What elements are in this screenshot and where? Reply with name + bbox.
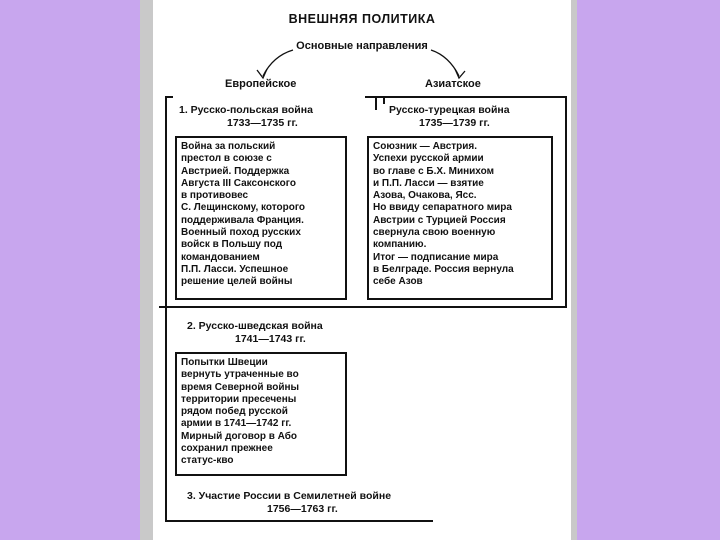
war1-heading [179, 104, 313, 130]
european-direction-label: Европейское [225, 78, 297, 90]
war1-text-line: П.П. Ласси. Успешное [181, 263, 289, 275]
war2-text-line: территории пресечены [181, 393, 297, 405]
asian-text-line: в Белграде. Россия вернула [373, 263, 514, 275]
european-frame-bottom [165, 520, 433, 522]
asian-text-line: свернула свою военную [373, 227, 496, 239]
war2-text-line: Попытки Швеции [181, 357, 268, 368]
european-frame-left [165, 96, 167, 522]
war2-text-line: Мирный договор в Або [181, 430, 298, 442]
war1-text-line: решение целей войны [181, 276, 293, 288]
right-margin-panel [577, 0, 720, 540]
war2-text-line: армии в 1741—1742 гг. [181, 418, 292, 430]
war2-text-line: вернуть утраченные во [181, 369, 299, 381]
war1-text-line: войск в Польшу под [181, 239, 283, 251]
war2-heading-line2: 1741—1743 гг. [235, 333, 306, 345]
war1-text-line: Августа III Саксонского [181, 177, 296, 189]
asian-direction-label: Азиатское [425, 78, 481, 90]
asian-war-heading-line1: Русско-турецкая война [389, 104, 510, 116]
section-divider [159, 306, 567, 308]
war2-heading-line1: 2. Русско-шведская война [187, 320, 323, 332]
war1-text-line: С. Лещинскому, которого [181, 202, 305, 214]
war1-text-line: командованием [181, 251, 260, 263]
asian-war-heading-line2: 1735—1739 гг. [419, 117, 490, 129]
left-margin-panel [0, 0, 140, 540]
asian-text-line: компанию. [373, 239, 427, 251]
asian-text-line: во главе с Б.Х. Минихом [373, 165, 494, 177]
war2-text-line: сохранил прежнее [181, 443, 273, 455]
war1-text-line: поддерживала Франция. [181, 214, 304, 226]
asian-text-line: Австрии с Турцией Россия [373, 214, 506, 226]
asian-text-line: Союзник — Австрия. [373, 141, 478, 152]
asian-war-description-box [367, 136, 553, 300]
asian-frame-top [375, 96, 567, 98]
asian-text-line: Итог — подписание мира [373, 251, 499, 263]
asian-frame-left-tick [375, 96, 377, 110]
asian-text-line: Но ввиду сепаратного мира [373, 202, 512, 214]
asian-text-line: Азова, Очакова, Ясс. [373, 190, 477, 202]
asian-frame-right [565, 96, 567, 308]
european-frame-top-tick [165, 96, 173, 98]
war1-description-box [175, 136, 347, 300]
war1-text-line: престол в союзе с [181, 153, 272, 165]
war1-text-line: в противовес [181, 190, 249, 202]
war2-text-line: рядом побед русской [181, 406, 288, 418]
war3-heading-line2: 1756—1763 гг. [267, 503, 338, 515]
asian-text-line: и П.П. Ласси — взятие [373, 177, 484, 189]
war1-text-line: Военный поход русских [181, 227, 301, 239]
left-gray-strip [140, 0, 153, 540]
war1-text-line: Австрией. Поддержка [181, 165, 290, 177]
asian-text-line: себе Азов [373, 276, 423, 288]
war2-text-line: статус-кво [181, 455, 234, 467]
asian-text-line: Успехи русской армии [373, 153, 484, 165]
war1-heading-line1: 1. Русско-польская война [179, 104, 313, 116]
war1-text-line: Война за польский [181, 141, 276, 152]
war3-heading-line1: 3. Участие России в Семилетней войне [187, 490, 392, 502]
direction-arrows [153, 0, 571, 100]
asian-war-heading [389, 104, 510, 130]
war2-text-line: время Северной войны [181, 381, 300, 393]
war1-heading-line2: 1733—1735 гг. [227, 117, 298, 129]
war2-description-box [175, 352, 347, 476]
war3-heading [187, 490, 391, 516]
scanned-diagram-page [153, 0, 571, 540]
directions-subtitle: Основные направления [296, 40, 428, 52]
war2-heading [187, 320, 323, 346]
page-title: ВНЕШНЯЯ ПОЛИТИКА [288, 12, 436, 26]
